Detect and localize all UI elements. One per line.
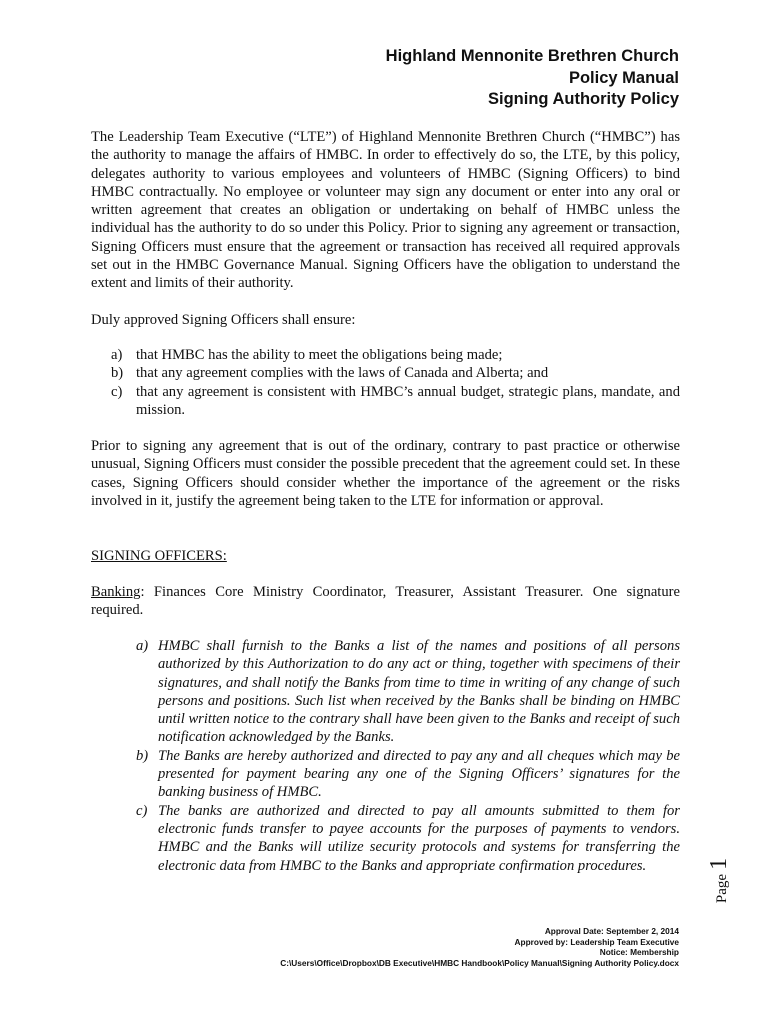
signing-officers-heading: SIGNING OFFICERS: bbox=[91, 548, 227, 564]
list-marker: b) bbox=[136, 747, 149, 764]
list-marker: b) bbox=[111, 365, 124, 382]
page-word: Page bbox=[714, 873, 731, 903]
list-item bbox=[91, 346, 680, 364]
list-marker: a) bbox=[111, 347, 123, 363]
list-item-text: that any agreement is consistent with HMBC’s annual budget, strategic plans, mandate, and mission. bbox=[136, 383, 680, 418]
manual-title: Policy Manual bbox=[568, 68, 679, 87]
list-item bbox=[136, 802, 680, 875]
intro-paragraph: The Leadership Team Executive (“LTE”) of Highland Mennonite Brethren Church (“HMBC”) has the authority to manage the affairs of HMBC. In order to effectively do so, the LTE, by this policy, delegates authority to various employees and volunteers of HMBC (Signing Officers) to bind HMBC contractually. No employee or volunteer may sign any document or enter into any oral or written agreement that creates an obligation or undertaking on behalf of HMBC unless the individual has the authority to do so under this Policy. Prior to signing any agreement or transaction, Signing Officers must ensure that the agreement or transaction has received all required approvals set out in the HMBC Governance Manual. Signing Officers have the obligation to understand the extent and limits of their authority. bbox=[91, 129, 680, 292]
page-number: 1 bbox=[706, 857, 733, 870]
list-item-text: The banks are authorized and directed to pay all amounts submitted to them for electronic funds transfer to payee accounts for the purposes of payments to vendors. HMBC and the Banks will utilize security protocols and systems for transferring the electronic data from HMBC to the Banks and appropriate confirmation procedures. bbox=[158, 802, 680, 874]
banking-label: Banking bbox=[91, 584, 141, 600]
ensure-intro: Duly approved Signing Officers shall ensure: bbox=[91, 312, 356, 328]
notice: Notice: Membership bbox=[599, 947, 679, 957]
list-marker: a) bbox=[136, 638, 149, 654]
list-item bbox=[91, 364, 680, 382]
document-footer bbox=[280, 926, 679, 968]
policy-title: Signing Authority Policy bbox=[488, 90, 679, 108]
list-marker: c) bbox=[111, 383, 123, 400]
page-number-label bbox=[690, 850, 750, 910]
church-name: Highland Mennonite Brethren Church bbox=[385, 47, 679, 65]
approval-date: Approval Date: September 2, 2014 bbox=[544, 926, 679, 936]
precedent-paragraph: Prior to signing any agreement that is out of the ordinary, contrary to past practice or otherwise unusual, Signing Officers must consider the possible precedent that the agreement could set. In these cases, Signing Officers should consider whether the importance of the agreement or the risks involved in it, justify the agreement being taken to the LTE for information or approval. bbox=[91, 438, 680, 509]
banking-paragraph bbox=[91, 583, 680, 620]
list-item-text: HMBC shall furnish to the Banks a list of the names and positions of all persons authorized by this Authorization to do any act or thing, together with specimens of their signatures, and shall notify the Banks from time to time in writing of any change of such persons and positions. Such list when received by the Banks shall be binding on HMBC until written notice to the contrary shall have been given to the Banks and receipt of such notification acknowledged by the Banks. bbox=[158, 638, 680, 746]
document-header bbox=[386, 46, 679, 111]
list-item bbox=[136, 637, 680, 747]
list-item-text: The Banks are hereby authorized and directed to pay any and all cheques which may be presented for payment bearing any one of the Signing Officers’ signatures for the banking business of HMBC. bbox=[158, 747, 680, 801]
list-marker: c) bbox=[136, 802, 148, 819]
list-item-text: that HMBC has the ability to meet the obligations being made; bbox=[136, 347, 503, 363]
banking-text: : Finances Core Ministry Coordinator, Treasurer, Assistant Treasurer. One signature required. bbox=[91, 584, 680, 619]
list-item-text: that any agreement complies with the laws of Canada and Alberta; and bbox=[136, 365, 549, 382]
ensure-list bbox=[91, 346, 680, 419]
list-item bbox=[136, 747, 680, 802]
banking-list bbox=[136, 637, 680, 875]
list-item bbox=[91, 383, 680, 420]
file-path: C:\Users\Office\Dropbox\DB Executive\HMBC Handbook\Policy Manual\Signing Authority Policy.docx bbox=[280, 957, 679, 968]
approved-by: Approved by: Leadership Team Executive bbox=[514, 936, 679, 947]
